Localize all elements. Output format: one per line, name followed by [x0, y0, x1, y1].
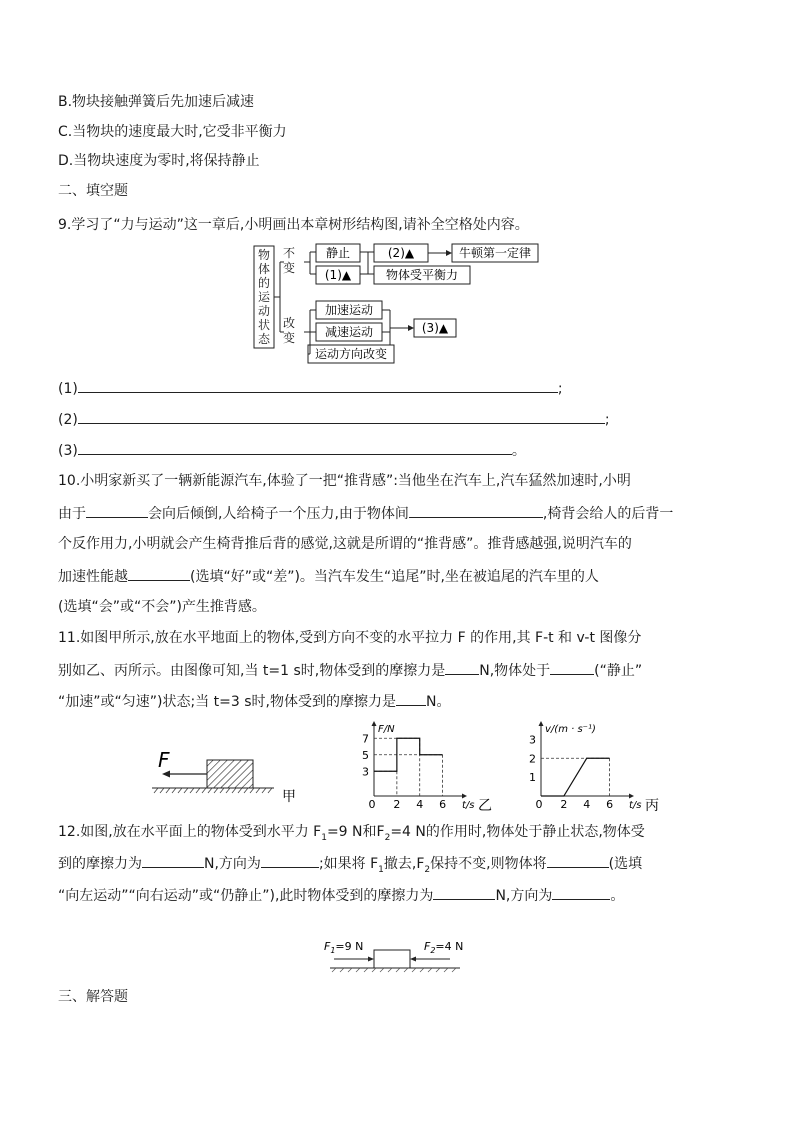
- block: [207, 760, 253, 788]
- answer-blank[interactable]: [409, 503, 543, 518]
- q12-block: [374, 950, 410, 968]
- section-3-heading: 三、解答题: [58, 989, 128, 1005]
- tree-blank-1: (1)▲: [324, 268, 352, 282]
- tree-unchanged: 不变: [283, 246, 296, 275]
- y-tick-label: 3: [529, 733, 536, 747]
- x-axis-arrow: [629, 794, 634, 799]
- answer-blank[interactable]: [550, 660, 594, 675]
- x-axis-label: t/s: [629, 800, 642, 811]
- option-d: D.当物块速度为零时,将保持静止: [58, 153, 260, 169]
- y-tick-label: 5: [362, 748, 369, 762]
- q12-line-3: “向左运动”“向右运动”或“仍静止”),此时物体受到的摩擦力为 N,方向为 。: [58, 885, 624, 906]
- answer-blank[interactable]: [396, 691, 426, 706]
- tree-balanced: 物体受平衡力: [385, 268, 459, 282]
- y-tick-label: 2: [529, 752, 536, 766]
- q10-line-5: (选填“会”或“不会”)产生推背感。: [58, 599, 266, 615]
- answer-blank[interactable]: [78, 440, 512, 455]
- answer-blank[interactable]: [261, 853, 319, 868]
- tree-accel: 加速运动: [324, 303, 374, 317]
- q11-line-2: 别如乙、丙所示。由图像可知,当 t=1 s时,物体受到的摩擦力是 N,物体处于 (“静止”: [58, 660, 642, 681]
- x-tick-label: 2: [560, 798, 568, 811]
- tree-blank-3: (3)▲: [421, 321, 449, 335]
- tree-blank-2: (2)▲: [387, 246, 415, 260]
- y-tick-label: 7: [362, 732, 369, 746]
- answer-blank[interactable]: [128, 566, 190, 581]
- q9-answer-1: (1) ;: [58, 378, 563, 399]
- force-label-f: F: [158, 748, 170, 772]
- tree-direction: 运动方向改变: [314, 347, 388, 361]
- q9-tree-diagram: [250, 240, 550, 365]
- answer-blank[interactable]: [445, 660, 479, 675]
- y-axis-arrow: [372, 721, 377, 726]
- x-tick-label: 6: [606, 798, 614, 811]
- q10-line-2: 由于 会向后倾倒,人给椅子一个压力,由于物体间 ,椅背会给人的后背一: [58, 503, 673, 524]
- tree-static: 静止: [325, 246, 351, 260]
- x-axis-arrow: [462, 794, 467, 799]
- tree-newton: 牛顿第一定律: [458, 246, 532, 260]
- section-2-heading: 二、填空题: [58, 183, 128, 199]
- x-tick-label: 0: [535, 798, 543, 811]
- q9-text: 9.学习了“力与运动”这一章后,小明画出本章树形结构图,请补全空格处内容。: [58, 217, 529, 233]
- answer-blank[interactable]: [547, 853, 609, 868]
- q12-line-2: 到的摩擦力为 N,方向为 ;如果将 $F_1$撤去$,F_2$保持不变,则物体将 (选填: [58, 853, 642, 880]
- f2-label: $F_2=4$ N: [424, 940, 464, 955]
- chart-panel-label: 丙: [645, 798, 659, 814]
- tree-root: 物体的运动状态: [257, 248, 270, 346]
- x-tick-label: 0: [368, 798, 376, 811]
- x-tick-label: 4: [583, 798, 591, 811]
- f1-label: $F_1=9$ N: [324, 940, 364, 955]
- answer-blank[interactable]: [78, 409, 605, 424]
- option-b: B.物块接触弹簧后先加速后减速: [58, 94, 255, 110]
- q10-line-1: 10.小明家新买了一辆新能源汽车,体验了一把“推背感”:当他坐在汽车上,汽车猛然加速时,小明: [58, 473, 631, 489]
- y-tick-label: 1: [529, 771, 536, 785]
- answer-blank[interactable]: [552, 885, 610, 900]
- tree-decel: 减速运动: [324, 325, 374, 339]
- q9-answer-2: (2) ;: [58, 409, 610, 430]
- y-axis-label: F/N: [378, 724, 395, 735]
- figure-jia-label: 甲: [282, 789, 296, 805]
- q12-line-1: 12.如图,放在水平面上的物体受到水平力 $F_1=9$ N和$F_2=4$ N的作用时,物体处于静止状态,物体受: [58, 824, 645, 843]
- y-axis-label: v/(m · s⁻¹): [545, 724, 596, 735]
- chart-v-t: [527, 718, 659, 814]
- x-tick-label: 6: [439, 798, 447, 811]
- data-series-line: [541, 758, 610, 796]
- answer-blank[interactable]: [433, 885, 495, 900]
- option-c: C.当物块的速度最大时,它受非平衡力: [58, 124, 287, 140]
- x-tick-label: 2: [393, 798, 401, 811]
- q12-figure: [320, 938, 480, 974]
- q11-line-3: “加速”或“匀速”)状态;当 t=3 s时,物体受到的摩擦力是 N。: [58, 691, 450, 712]
- y-axis-arrow: [539, 721, 544, 726]
- chart-panel-label: 乙: [478, 798, 492, 814]
- figure-jia: [150, 745, 320, 805]
- q10-line-3: 个反作用力,小明就会产生椅背推后背的感觉,这就是所谓的“推背感”。推背感越强,说明汽车的: [58, 536, 632, 552]
- q9-answer-3: (3) 。: [58, 440, 526, 461]
- x-tick-label: 4: [416, 798, 424, 811]
- answer-blank[interactable]: [78, 378, 558, 393]
- y-tick-label: 3: [362, 765, 369, 779]
- answer-blank[interactable]: [86, 503, 148, 518]
- x-axis-label: t/s: [462, 800, 475, 811]
- q10-line-4: 加速性能越 (选填“好”或“差”)。当汽车发生“追尾”时,坐在被追尾的汽车里的人: [58, 566, 599, 587]
- answer-blank[interactable]: [142, 853, 204, 868]
- tree-changed: 改变: [283, 316, 296, 345]
- chart-f-t: [360, 718, 492, 814]
- q11-line-1: 11.如图甲所示,放在水平地面上的物体,受到方向不变的水平拉力 F 的作用,其 F-t 和 v-t 图像分: [58, 630, 642, 646]
